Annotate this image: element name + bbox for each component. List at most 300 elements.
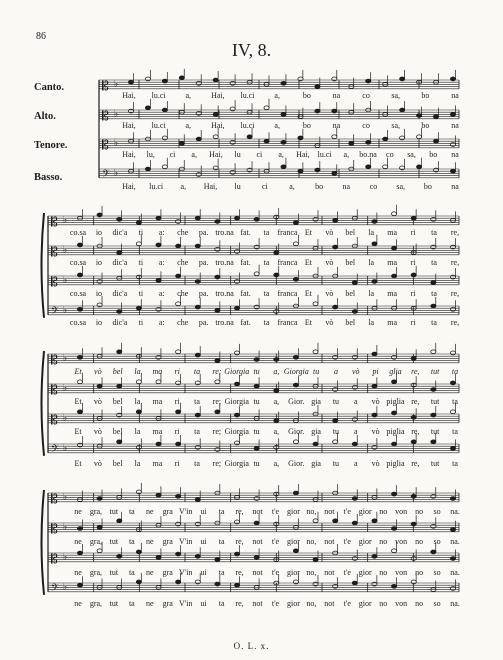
lyric-syllable: tut (109, 507, 119, 516)
lyric-syllable: t'e (343, 507, 351, 516)
lyric-syllable: co (362, 91, 370, 100)
lyric-syllable: Hai, (122, 91, 136, 100)
lyric-syllable: no, (306, 568, 317, 577)
note-head (145, 167, 150, 171)
note-head (383, 137, 388, 141)
lyric-syllable: gior (358, 599, 372, 608)
note-head (156, 556, 161, 560)
note-head (400, 77, 405, 81)
system-brace (42, 213, 45, 318)
lyric-syllable: ne (146, 599, 154, 608)
lyric-syllable: vò (325, 289, 334, 298)
lyric-syllable: tu (332, 397, 340, 406)
lyric-syllable: la (368, 289, 375, 298)
flat-key-icon: ♭ (63, 214, 68, 225)
lyric-syllable: ui (200, 537, 207, 546)
note-head (176, 410, 181, 414)
lyric-syllable: Hai, (211, 121, 225, 130)
lyric-syllable: tu (253, 427, 260, 436)
note-head (333, 245, 338, 249)
lyric-syllable: t'e (343, 599, 351, 608)
note-head (215, 309, 220, 313)
note-head (274, 358, 279, 362)
note-head (195, 413, 200, 417)
lyric-syllable: io (95, 318, 103, 327)
lyric-syllable: tut (430, 367, 440, 376)
lyric-syllable: Et (304, 228, 312, 237)
lyric-syllable: ta (431, 258, 437, 267)
note-head (179, 76, 184, 80)
lyric-syllable: io (95, 258, 103, 267)
note-head (281, 81, 286, 85)
lyric-syllable: Et (304, 258, 312, 267)
note-head (313, 442, 318, 446)
note-head (176, 302, 181, 306)
note-head (293, 491, 298, 495)
lyric-syllable: ui (200, 568, 207, 577)
note-head (372, 220, 377, 224)
note-head (411, 415, 416, 419)
lyric-syllable: gra (162, 568, 173, 577)
lyric-syllable: dic'a (112, 318, 128, 327)
lyric-syllable: ta (431, 289, 437, 298)
lyric-syllable: ta (263, 228, 270, 237)
lyric-syllable: vò (371, 459, 380, 468)
flat-key-icon: ♭ (63, 491, 68, 502)
note-head (215, 558, 220, 562)
lyric-syllable: gior (286, 599, 300, 608)
bass-clef-icon: 𝄢 (51, 581, 59, 596)
lyric-syllable: not (324, 599, 335, 608)
c-clef-icon: 𝄡 (51, 274, 58, 289)
lyric-syllable: ci (261, 182, 268, 191)
note-head (333, 219, 338, 223)
lyric-syllable: re, (450, 318, 460, 327)
lyric-syllable: dic'a (112, 228, 128, 237)
note-head (196, 137, 201, 141)
lyric-syllable: na (332, 91, 341, 100)
note-head (274, 389, 279, 393)
lyric-syllable: la (368, 228, 375, 237)
lyric-syllable: na (451, 91, 459, 100)
note-head (136, 410, 141, 414)
lyric-syllable: t'e (271, 507, 280, 516)
lyric-syllable: franca (277, 258, 298, 267)
lyric-syllable: sa, (391, 91, 401, 100)
lyric-syllable: tro.na (215, 318, 234, 327)
lyric-syllable: a: (158, 228, 165, 237)
lyric-syllable: ne (74, 537, 82, 546)
note-head (450, 381, 455, 385)
lyric-syllable: Hai, (296, 150, 310, 159)
lyric-syllable: ma (387, 289, 398, 298)
note-head (156, 380, 161, 384)
lyric-syllable: so (433, 599, 441, 608)
lyric-syllable: tu (332, 459, 340, 468)
lyric-syllable: Gior. (288, 459, 305, 468)
note-head (264, 106, 269, 110)
note-head (333, 519, 338, 523)
note-head (281, 140, 286, 144)
lyric-syllable: ta (218, 507, 225, 516)
voice-label-tenore: Tenore. (34, 140, 68, 151)
lyric-syllable: ri (410, 289, 416, 298)
lyric-syllable: a: (158, 318, 165, 327)
note-head (450, 528, 455, 532)
lyric-syllable: na (451, 121, 459, 130)
lyric-syllable: ne (74, 568, 82, 577)
lyric-syllable: bo (421, 121, 430, 130)
lyric-syllable: fat. (240, 258, 251, 267)
note-head (215, 582, 220, 586)
note-head (77, 410, 82, 414)
lyric-syllable: gia (311, 397, 321, 406)
lyric-syllable: re; (212, 459, 222, 468)
lyric-syllable: ti (138, 289, 144, 298)
lyric-syllable: la (134, 459, 141, 468)
lyric-syllable: von (395, 568, 408, 577)
note-head (195, 554, 200, 558)
lyric-syllable: ne (74, 599, 82, 608)
lyric-syllable: tut (430, 397, 440, 406)
lyric-syllable: ui (200, 599, 207, 608)
note-head (293, 242, 298, 246)
c-clef-icon: 𝄡 (102, 108, 109, 123)
lyric-syllable: bo (429, 150, 438, 159)
lyric-syllable: gra, (89, 507, 103, 516)
lyric-syllable: co.sa (69, 228, 87, 237)
lyric-syllable: gra (162, 507, 173, 516)
lyric-syllable: ci (256, 150, 263, 159)
note-head (293, 383, 298, 387)
lyric-syllable: ta (128, 507, 135, 516)
note-head (117, 310, 122, 314)
lyric-syllable: ne (146, 568, 154, 577)
note-head (234, 583, 239, 587)
note-head (77, 380, 82, 384)
note-head (136, 580, 141, 584)
lyric-syllable: vò (94, 367, 102, 376)
note-head (162, 165, 167, 169)
lyric-syllable: no (379, 537, 388, 546)
lyric-syllable: lu (234, 182, 241, 191)
lyric-syllable: gia (311, 427, 321, 436)
note-head (392, 584, 397, 588)
lyric-syllable: no (415, 507, 424, 516)
lyric-syllable: re, (411, 397, 420, 406)
note-head (450, 557, 455, 561)
lyric-syllable: von (395, 599, 408, 608)
note-head (315, 109, 320, 113)
lyric-syllable: not (324, 568, 335, 577)
bass-clef-icon: 𝄢 (51, 442, 59, 457)
lyric-syllable: vò (371, 427, 380, 436)
note-head (254, 521, 259, 525)
note-head (431, 440, 436, 444)
lyric-syllable: Gior. (288, 397, 305, 406)
note-head (411, 357, 416, 361)
lyric-syllable: co.sa (69, 258, 87, 267)
lyric-syllable: lu.ci (240, 91, 255, 100)
lyric-syllable: a, (343, 150, 350, 159)
lyric-syllable: na. (450, 599, 460, 608)
note-head (313, 350, 318, 354)
note-head (313, 558, 318, 562)
lyric-syllable: vò (325, 228, 334, 237)
lyric-syllable: Et (304, 318, 312, 327)
flat-key-icon: ♭ (114, 137, 119, 148)
note-head (195, 244, 200, 248)
note-head (293, 440, 298, 444)
lyric-syllable: gior (358, 537, 372, 546)
lyric-syllable: ta (193, 367, 201, 376)
lyric-syllable: not (252, 507, 263, 516)
flat-key-icon: ♭ (63, 521, 68, 532)
flat-key-icon: ♭ (63, 551, 68, 562)
note-head (450, 497, 455, 501)
piece-title: IV, 8. (231, 40, 272, 60)
lyric-syllable: a, (289, 182, 295, 191)
lyric-syllable: na (451, 150, 459, 159)
lyric-syllable: tut (109, 537, 119, 546)
lyric-syllable: Hai, (122, 121, 136, 130)
note-head (254, 384, 259, 388)
lyric-syllable: ta (263, 318, 270, 327)
note-head (117, 251, 122, 255)
lyric-syllable: io (95, 228, 103, 237)
lyric-syllable: che (177, 318, 189, 327)
lyric-syllable: re, (450, 289, 460, 298)
lyric-syllable: ne (74, 507, 82, 516)
note-head (372, 384, 377, 388)
note-head (136, 306, 141, 310)
lyric-syllable: Et (304, 289, 312, 298)
lyric-syllable: no (415, 599, 424, 608)
note-head (97, 213, 102, 217)
note-head (372, 352, 377, 356)
lyric-syllable: a: (158, 289, 165, 298)
lyric-syllable: a (333, 367, 338, 376)
note-head (97, 384, 102, 388)
note-head (293, 549, 298, 553)
note-head (136, 242, 141, 246)
note-head (274, 273, 279, 277)
lyric-syllable: ta (194, 397, 200, 406)
lyric-syllable: re, (450, 228, 460, 237)
note-head (77, 527, 82, 531)
lyric-syllable: la (368, 318, 375, 327)
lyric-syllable: lu.ci (317, 150, 332, 159)
lyric-syllable: fat. (240, 228, 251, 237)
note-head (450, 113, 455, 117)
lyric-syllable: tut (109, 568, 119, 577)
lyric-syllable: vò (93, 459, 102, 468)
lyric-syllable: na. (450, 537, 460, 546)
note-head (247, 135, 252, 139)
note-head (145, 106, 150, 110)
lyric-syllable: ci (169, 150, 176, 159)
lyric-syllable: a, (274, 121, 280, 130)
note-head (352, 497, 357, 501)
note-head (97, 526, 102, 530)
lyric-syllable: Giorgia (224, 397, 249, 406)
flat-key-icon: ♭ (63, 382, 68, 393)
lyric-syllable: ma (152, 459, 163, 468)
lyric-syllable: la (134, 427, 141, 436)
note-head (349, 142, 354, 146)
lyric-syllable: la (368, 258, 375, 267)
note-head (433, 139, 438, 143)
lyric-syllable: bo.na (359, 150, 377, 159)
lyric-syllable: bo (302, 91, 311, 100)
lyric-syllable: Et (74, 459, 82, 468)
lyric-syllable: Giorgia (283, 367, 309, 376)
lyric-syllable: ta (452, 459, 458, 468)
lyric-syllable: re; (212, 397, 222, 406)
lyric-syllable: na. (450, 568, 460, 577)
note-head (254, 217, 259, 221)
lyric-syllable: co (386, 150, 394, 159)
lyric-syllable: ta (128, 599, 135, 608)
lyric-syllable: a: (158, 258, 165, 267)
lyric-syllable: tu (332, 427, 340, 436)
note-head (136, 550, 141, 554)
note-head (315, 168, 320, 172)
lyric-syllable: ta (218, 599, 225, 608)
lyric-syllable: che (177, 228, 189, 237)
note-head (450, 77, 455, 81)
note-head (77, 273, 82, 277)
note-head (162, 108, 167, 112)
lyric-syllable: no (379, 507, 388, 516)
lyric-syllable: no (379, 599, 388, 608)
note-head (313, 302, 318, 306)
lyric-syllable: ne (146, 507, 154, 516)
note-head (417, 114, 422, 118)
lyric-syllable: che (177, 258, 189, 267)
lyric-syllable: bel (112, 427, 123, 436)
lyric-syllable: a, (185, 91, 192, 100)
note-head (176, 580, 181, 584)
note-head (392, 411, 397, 415)
lyric-syllable: glia (389, 367, 402, 376)
lyric-syllable: ma (152, 367, 163, 376)
lyric-syllable: pa. (198, 318, 209, 327)
note-head (431, 413, 436, 417)
flat-key-icon: ♭ (63, 274, 68, 285)
lyric-syllable: a, (191, 150, 197, 159)
lyric-syllable: lu.ci (151, 91, 166, 100)
note-head (332, 172, 337, 176)
lyric-syllable: fat. (240, 289, 251, 298)
note-head (156, 216, 161, 220)
note-head (213, 113, 218, 117)
lyric-syllable: vò (93, 427, 102, 436)
lyric-syllable: no, (306, 537, 317, 546)
c-clef-icon: 𝄡 (102, 78, 109, 93)
lyric-syllable: vò (371, 397, 380, 406)
note-head (417, 165, 422, 169)
lyric-syllable: pa. (198, 289, 209, 298)
lyric-syllable: ri (174, 459, 180, 468)
lyric-syllable: tut (430, 459, 440, 468)
lyric-syllable: re, (235, 599, 244, 608)
lyric-syllable: tut (109, 599, 119, 608)
note-head (215, 359, 220, 363)
lyric-syllable: gior (358, 507, 372, 516)
lyric-syllable: Hai, (203, 182, 218, 191)
lyric-syllable: vò (325, 258, 334, 267)
lyric-syllable: a, (180, 182, 187, 191)
note-head (254, 272, 259, 276)
lyric-syllable: ta (452, 427, 458, 436)
lyric-syllable: V'in (178, 537, 193, 546)
c-clef-icon: 𝄡 (51, 521, 58, 536)
lyric-syllable: lu.ci (149, 182, 164, 191)
lyric-syllable: sa, (391, 121, 401, 130)
lyric-syllable: gior (286, 568, 300, 577)
note-head (392, 549, 397, 553)
lyric-syllable: tu (312, 367, 320, 376)
lyric-syllable: lu.ci (151, 121, 166, 130)
lyric-syllable: ta (431, 228, 437, 237)
note-head (281, 165, 286, 169)
lyric-syllable: re, (411, 427, 420, 436)
lyric-syllable: tu (253, 459, 260, 468)
lyric-syllable: na (342, 182, 351, 191)
lyric-syllable: bo (423, 182, 432, 191)
lyric-syllable: gior (286, 537, 300, 546)
note-head (162, 79, 167, 83)
lyric-syllable: piglia (386, 427, 405, 436)
note-head (372, 413, 377, 417)
note-head (77, 243, 82, 247)
lyric-syllable: franca (277, 318, 298, 327)
note-head (117, 217, 122, 221)
lyric-syllable: a, (273, 427, 280, 436)
voice-label-canto: Canto. (34, 82, 65, 93)
flat-key-icon: ♭ (63, 412, 68, 423)
note-head (117, 440, 122, 444)
lyric-syllable: not (252, 537, 263, 546)
note-head (264, 139, 269, 143)
note-head (254, 358, 259, 362)
lyric-syllable: ma (152, 397, 163, 406)
note-head (372, 519, 377, 523)
note-head (411, 440, 416, 444)
lyric-syllable: ri (410, 258, 416, 267)
lyric-syllable: tro.na (215, 289, 234, 298)
voice-label-basso: Basso. (34, 172, 63, 183)
note-head (254, 447, 259, 451)
lyric-syllable: Et (74, 367, 82, 376)
lyric-syllable: ta (194, 459, 200, 468)
note-head (431, 281, 436, 285)
note-head (136, 380, 141, 384)
note-head (352, 310, 357, 314)
lyric-syllable: na. (450, 507, 460, 516)
c-clef-icon: 𝄡 (51, 352, 58, 367)
note-head (117, 554, 122, 558)
note-head (315, 85, 320, 89)
note-head (392, 527, 397, 531)
lyric-syllable: a, (273, 459, 280, 468)
lyric-syllable: not (324, 507, 335, 516)
lyric-syllable: bel (112, 459, 123, 468)
note-head (274, 251, 279, 255)
note-head (179, 142, 184, 146)
note-head (433, 115, 438, 119)
